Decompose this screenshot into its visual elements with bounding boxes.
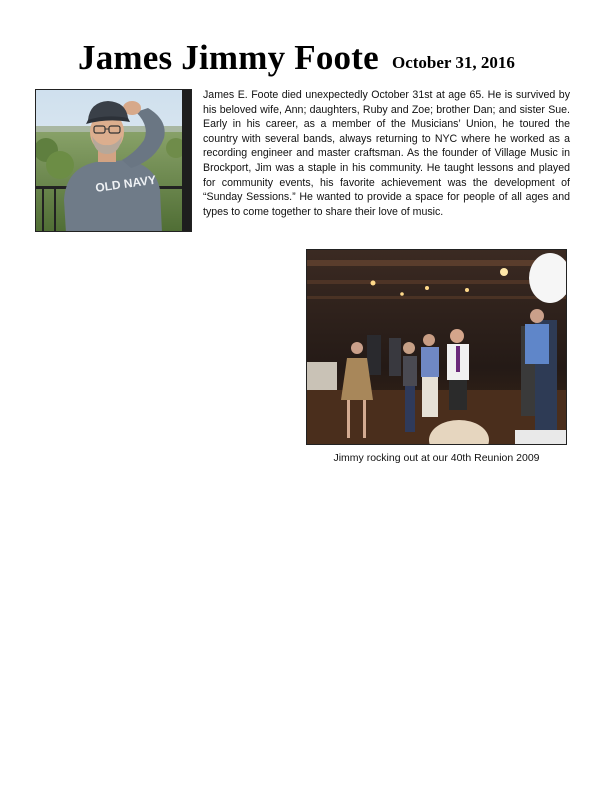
reunion-photo (306, 249, 567, 445)
obituary-text: James E. Foote died unexpectedly October 31st at age 65. He is survived by his beloved wife, Ann; daughters, Ruby and Zoe; brother Dan; and sister Sue. Early in his career, as a member of the Musicians’ Union, he toured the country with several bands, always returning to NYC where he worked as a recording engineer and master craftsman. As the founder of Village Music in Brockport, Jim was a staple in his community. He taught lessons and played for community events, his favorite achievement was the development of “Sunday Sessions.” He wanted to provide a space for people of all ages and types to come together to share their love of music. (203, 89, 570, 218)
obituary-date: October 31, 2016 (392, 53, 515, 72)
portrait-shirt-text: OLD NAVY (94, 172, 157, 195)
page-title: James Jimmy Foote (78, 38, 379, 77)
reunion-photo-caption: Jimmy rocking out at our 40th Reunion 2009 (333, 452, 540, 464)
portrait-photo (35, 89, 192, 232)
